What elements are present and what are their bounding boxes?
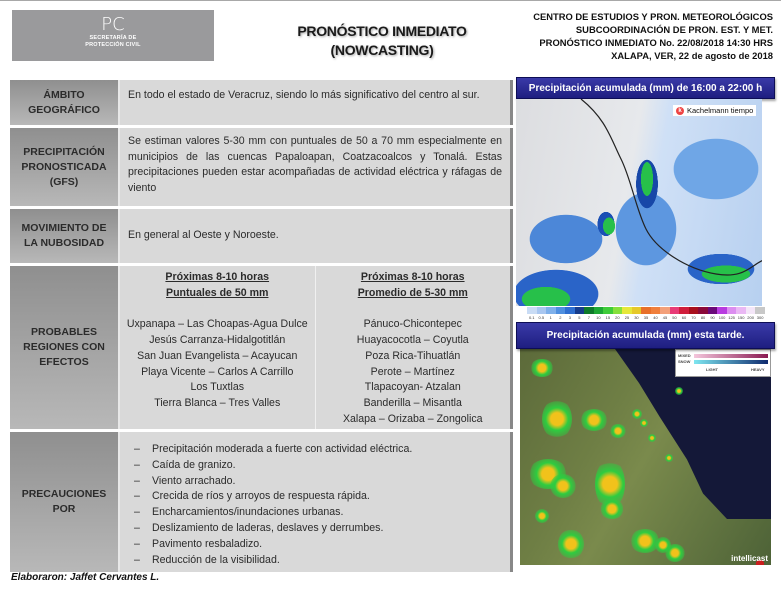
dash-icon: – <box>134 506 140 519</box>
coastline-graphic <box>576 99 762 306</box>
column-subheader: Puntuales de 50 mm <box>166 286 269 299</box>
region-item: Tierra Blanca – Tres Valles <box>154 396 281 409</box>
scale-tick: 30 <box>634 315 639 320</box>
list-item: – Caída de granizo. <box>128 458 502 474</box>
scale-swatch <box>727 307 737 314</box>
scale-tick: 10 <box>596 315 601 320</box>
scale-tick: 35 <box>643 315 649 320</box>
scale-tick: 150 <box>737 315 745 320</box>
intellicast-logo: intellicast <box>731 554 768 563</box>
scale-swatch <box>556 307 566 314</box>
scale-tick: 125 <box>728 315 735 320</box>
scale-tick: 300 <box>756 315 764 320</box>
scale-swatch <box>708 307 718 314</box>
scale-tick: 45 <box>662 315 668 320</box>
scale-swatch <box>689 307 699 314</box>
snow-gradient <box>694 360 768 364</box>
region-item: Banderilla – Misantla <box>363 396 462 409</box>
logo-initials: PC <box>101 14 125 35</box>
kachelmann-logo-icon: k <box>676 107 684 115</box>
scale-tick: 0.1 <box>528 315 535 320</box>
scale-tick: 2 <box>559 315 562 320</box>
scale-swatch <box>717 307 727 314</box>
region-item: Tlapacoyan- Atzalan <box>364 381 461 394</box>
dash-icon: – <box>134 553 140 566</box>
scale-swatch <box>698 307 708 314</box>
label-precauciones: PRECAUCIONES POR <box>10 432 120 572</box>
scale-swatch <box>575 307 585 314</box>
scale-swatch <box>660 307 670 314</box>
map1-title: Precipitación acumulada (mm) de 16:00 a 22:00 h <box>516 77 775 99</box>
scale-swatch <box>594 307 604 314</box>
precipitation-forecast-map <box>516 99 762 306</box>
row-regiones <box>10 266 513 429</box>
dash-icon: – <box>134 490 140 503</box>
dash-icon: – <box>134 537 140 550</box>
scale-tick: 20 <box>615 315 620 320</box>
list-item: – Deslizamiento de laderas, deslaves y derrumbes. <box>128 521 502 537</box>
row-movimiento <box>10 209 513 263</box>
scale-tick-labels <box>527 315 765 320</box>
title-sub: (NOWCASTING) <box>330 42 434 58</box>
pc-logo <box>12 10 214 61</box>
scale-tick: 15 <box>605 315 611 320</box>
scale-tick: 1 <box>549 315 552 320</box>
list-item: – Encharcamientos/inundaciones urbanas. <box>128 505 502 521</box>
org-line4: XALAPA, VER, 22 de agosto de 2018 <box>611 50 773 61</box>
scale-swatch <box>603 307 613 314</box>
content-movimiento: En general al Oeste y Noroeste. <box>120 209 513 263</box>
column-header: Próximas 8-10 horas <box>360 271 465 283</box>
kachelmann-badge: k Kachelmann tiempo <box>673 105 756 116</box>
region-item: Los Tuxtlas <box>190 381 245 394</box>
scale-tick: 7 <box>587 315 590 320</box>
scale-swatch <box>651 307 661 314</box>
scale-tick: 60 <box>681 315 687 320</box>
scale-swatch <box>746 307 756 314</box>
region-item: Perote – Martínez <box>370 365 455 378</box>
scale-tick: 50 <box>672 315 677 320</box>
scale-tick: 70 <box>691 315 696 320</box>
column-header: Próximas 8-10 horas <box>165 271 270 283</box>
mixed-gradient <box>694 354 768 358</box>
label-ambito: ÁMBITO GEOGRÁFICO <box>10 80 120 125</box>
scale-swatch <box>622 307 632 314</box>
scale-tick: 5 <box>578 315 581 320</box>
scale-swatch <box>632 307 642 314</box>
scale-swatch <box>537 307 547 314</box>
scale-swatch <box>755 307 765 314</box>
scale-swatch <box>546 307 556 314</box>
precipitation-scale <box>521 306 773 322</box>
scale-tick: 200 <box>747 315 754 320</box>
content-precauciones <box>120 432 513 572</box>
org-line3: PRONÓSTICO INMEDIATO No. 22/08/2018 14:30 HRS <box>539 37 773 48</box>
logo-line1: SECRETARÍA DE <box>89 35 137 41</box>
scale-tick: 100 <box>718 315 726 320</box>
scale-tick: 3 <box>568 315 571 320</box>
content-regiones <box>120 266 513 429</box>
scale-swatch <box>613 307 623 314</box>
label-regiones: PROBABLES REGIONES CON EFECTOS <box>10 266 120 429</box>
scale-swatch <box>670 307 680 314</box>
scale-tick: 25 <box>624 315 630 320</box>
org-line1: CENTRO DE ESTUDIOS Y PRON. METEOROLÓGICOS <box>533 11 773 22</box>
logo-line2: PROTECCIÓN CIVIL <box>85 42 141 48</box>
scale-swatch <box>565 307 575 314</box>
radar-legend: MIXED SNOW LIGHT HEAVY <box>675 349 771 377</box>
list-item: – Crecida de ríos y arroyos de respuesta rápida. <box>128 489 502 505</box>
scale-swatch <box>736 307 746 314</box>
precautions-list <box>128 438 502 568</box>
regions-column-right <box>315 266 511 429</box>
scale-swatch <box>641 307 651 314</box>
region-item: Uxpanapa – Las Choapas-Agua Dulce <box>126 318 308 331</box>
region-item: Pánuco-Chicontepec <box>363 318 462 331</box>
scale-swatch <box>527 307 537 314</box>
list-item: – Viento arrachado. <box>128 474 502 490</box>
region-item: San Juan Evangelista – Acayucan <box>137 349 298 362</box>
title-main: PRONÓSTICO INMEDIATO <box>297 23 467 39</box>
credit-line: Elaboraron: Jaffet Cervantes L. <box>11 572 160 583</box>
scale-tick: 0.5 <box>538 315 545 320</box>
dash-icon: – <box>134 443 140 455</box>
scale-tick: 90 <box>710 315 715 320</box>
dash-icon: – <box>134 458 140 471</box>
dash-icon: – <box>134 474 140 487</box>
organization-header <box>483 10 773 62</box>
scale-tick: 80 <box>700 315 706 320</box>
top-border <box>0 0 781 1</box>
forecast-table <box>10 80 513 575</box>
org-line2: SUBCOORDINACIÓN DE PRON. EST. Y MET. <box>575 24 773 35</box>
row-precauciones <box>10 432 513 572</box>
scale-swatch <box>679 307 689 314</box>
page-title <box>262 22 502 60</box>
scale-tick: 40 <box>653 315 658 320</box>
regions-column-left <box>120 266 315 429</box>
dash-icon: – <box>134 521 140 534</box>
scale-swatch <box>584 307 594 314</box>
column-subheader: Promedio de 5-30 mm <box>357 286 468 299</box>
map2-title: Precipitación acumulada (mm) esta tarde. <box>516 322 775 349</box>
radar-map <box>520 349 771 565</box>
list-item: – Reducción de la visibilidad. <box>128 553 502 569</box>
region-item: Playa Vicente – Carlos A Carrillo <box>141 365 294 378</box>
label-precipitacion: PRECIPITACIÓN PRONOSTICADA (GFS) <box>10 128 120 206</box>
scale-color-bar <box>527 307 765 314</box>
list-item: – Precipitación moderada a fuerte con actividad eléctrica. <box>128 442 502 458</box>
row-precipitacion <box>10 128 513 206</box>
content-precipitacion: Se estiman valores 5-30 mm con puntuales de 50 a 70 mm especialmente en municipios de las cuencas Papaloapan, Coatzacoalcos y Tonalá. Estas precipitaciones pueden estar acompañadas de actividad eléctrica y ráfagas de viento <box>120 128 513 206</box>
region-item: Xalapa – Orizaba – Zongolica <box>342 412 483 425</box>
region-item: Jesús Carranza-Hidalgotitlán <box>149 334 286 347</box>
list-item: – Pavimento resbaladizo. <box>128 537 502 553</box>
label-movimiento: MOVIMIENTO DE LA NUBOSIDAD <box>10 209 120 263</box>
row-ambito <box>10 80 513 125</box>
region-item: Poza Rica-Tihuatlán <box>365 349 461 362</box>
content-ambito: En todo el estado de Veracruz, siendo lo más significativo del centro al sur. <box>120 80 513 125</box>
region-item: Huayacocotla – Coyutla <box>356 334 469 347</box>
